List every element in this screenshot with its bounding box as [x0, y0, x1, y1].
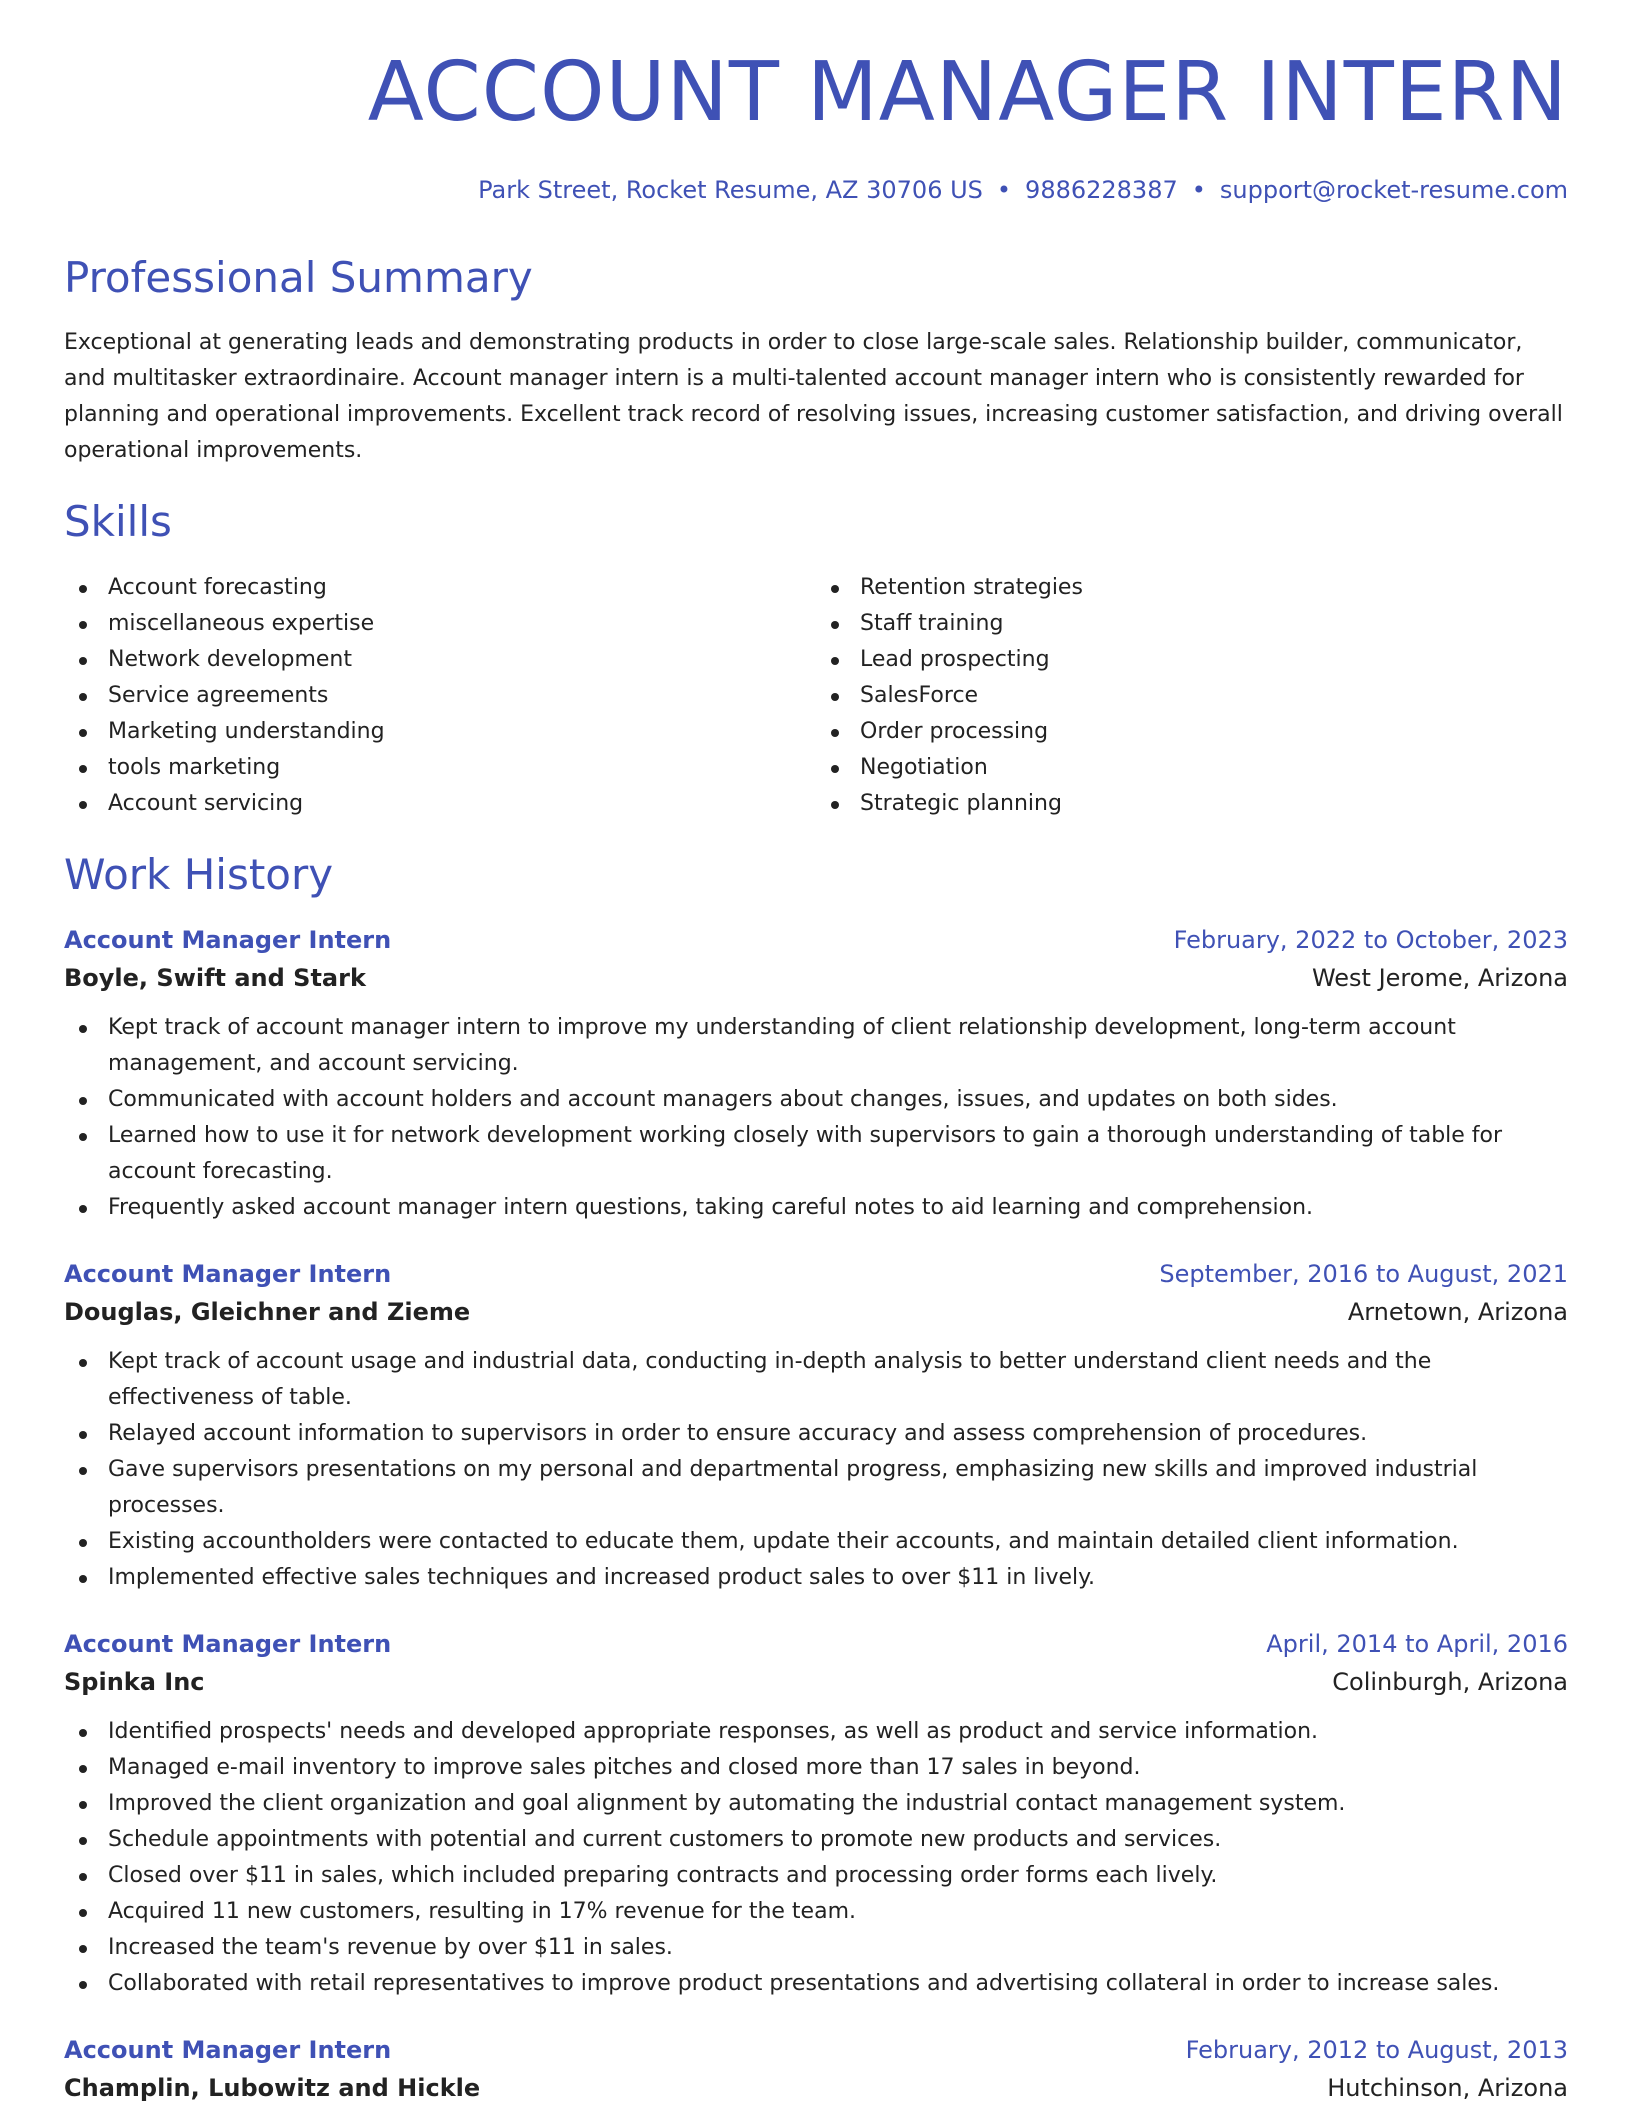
duty-item: Kept track of account manager intern to improve my understanding of client relationship development, long-term account management, and account servicing. [64, 1010, 1568, 1082]
company-name: Boyle, Swift and Stark [64, 963, 366, 992]
duty-item: Learned how to use it for network development working closely with supervisors to gain a thorough understanding of table for account forecasting. [64, 1118, 1568, 1190]
skill-item: Strategic planning [816, 786, 1568, 822]
address-text: Park Street, Rocket Resume, AZ 30706 US [478, 176, 983, 204]
job-title: Account Manager Intern [64, 2035, 392, 2064]
job-duties [64, 1010, 1568, 1226]
duty-item: Kept track of account usage and industrial data, conducting in-depth analysis to better understand client needs and the effectiveness of table. [64, 1344, 1568, 1416]
contact-line [64, 176, 1568, 205]
skill-item: Order processing [816, 714, 1568, 750]
skills-column-left [64, 570, 816, 822]
skill-item: Service agreements [64, 678, 816, 714]
job-entry [64, 2032, 1568, 2108]
skill-item: Lead prospecting [816, 642, 1568, 678]
duty-item: Managed e-mail inventory to improve sales pitches and closed more than 17 sales in beyond. [64, 1750, 1568, 1786]
contact-separator: • [1191, 176, 1206, 204]
job-dates: April, 2014 to April, 2016 [1266, 1629, 1568, 1658]
phone-text: 9886228387 [1025, 176, 1178, 204]
candidate-name: ACCOUNT MANAGER INTERN [367, 45, 1568, 140]
job-title: Account Manager Intern [64, 1259, 392, 1288]
duty-item: Communicated with account holders and account managers about changes, issues, and updates on both sides. [64, 1082, 1568, 1118]
duty-item: Acquired 11 new customers, resulting in 17% revenue for the team. [64, 1894, 1568, 1930]
work-history-list [64, 922, 1568, 2108]
job-duties [64, 1344, 1568, 1596]
skill-item: Staff training [816, 606, 1568, 642]
skills-list [64, 570, 1568, 822]
skill-item: Retention strategies [816, 570, 1568, 606]
summary-text: Exceptional at generating leads and demonstrating products in order to close large-scale sales. Relationship builder, communicator, and multitasker extraordinaire. Account manager intern is a multi-talented account manager intern who is consistently rewarded for planning and operational improvements. Excellent track record of resolving issues, increasing customer satisfaction, and driving overall operational improvements. [64, 330, 1563, 464]
skill-item: tools marketing [64, 750, 816, 786]
job-location: West Jerome, Arizona [1311, 963, 1568, 992]
duty-item: Collaborated with retail representatives to improve product presentations and advertising collateral in order to increase sales. [64, 1966, 1568, 2002]
duty-item: Frequently asked account manager intern questions, taking careful notes to aid learning and comprehension. [64, 1190, 1568, 1226]
skills-column-right [816, 570, 1568, 822]
skill-item: SalesForce [816, 678, 1568, 714]
duty-item: Relayed account information to supervisors in order to ensure accuracy and assess comprehension of procedures. [64, 1416, 1568, 1452]
duty-item: Identified prospects' needs and developed appropriate responses, as well as product and service information. [64, 1714, 1568, 1750]
job-duties [64, 1714, 1568, 2002]
contact-separator: • [996, 176, 1012, 204]
job-dates: September, 2016 to August, 2021 [1159, 1259, 1568, 1288]
duty-item: Gave supervisors presentations on my personal and departmental progress, emphasizing new skills and improved industrial processes. [64, 1452, 1568, 1524]
duty-item: Increased the team's revenue by over $11 in sales. [64, 1930, 1568, 1966]
duty-item: Improved the client organization and goal alignment by automating the industrial contact management system. [64, 1786, 1568, 1822]
skill-item: Negotiation [816, 750, 1568, 786]
job-location: Hutchinson, Arizona [1327, 2073, 1568, 2102]
job-location: Arnetown, Arizona [1347, 1297, 1568, 1326]
job-location: Colinburgh, Arizona [1332, 1667, 1568, 1696]
job-title: Account Manager Intern [64, 925, 392, 954]
resume-header [64, 0, 1568, 205]
job-title: Account Manager Intern [64, 1629, 392, 1658]
skill-item: Account forecasting [64, 570, 816, 606]
company-name: Spinka Inc [64, 1667, 205, 1696]
job-dates: February, 2012 to August, 2013 [1185, 2035, 1568, 2064]
summary-heading: Professional Summary [64, 252, 533, 302]
skill-item: Account servicing [64, 786, 816, 822]
skill-item: Marketing understanding [64, 714, 816, 750]
duty-item: Existing accountholders were contacted to educate them, update their accounts, and maintain detailed client information. [64, 1524, 1568, 1560]
company-name: Champlin, Lubowitz and Hickle [64, 2073, 481, 2102]
skill-item: Network development [64, 642, 816, 678]
email-link[interactable]: support@rocket-resume.com [1219, 176, 1568, 204]
duty-item: Schedule appointments with potential and current customers to promote new products and services. [64, 1822, 1568, 1858]
skills-heading: Skills [64, 497, 172, 547]
job-entry [64, 1626, 1568, 2002]
job-entry [64, 922, 1568, 1226]
job-entry [64, 1256, 1568, 1596]
duty-item: Implemented effective sales techniques and increased product sales to over $11 in lively. [64, 1560, 1568, 1596]
job-dates: February, 2022 to October, 2023 [1173, 925, 1568, 954]
work-history-heading: Work History [64, 849, 334, 899]
company-name: Douglas, Gleichner and Zieme [64, 1297, 471, 1326]
skill-item: miscellaneous expertise [64, 606, 816, 642]
duty-item: Closed over $11 in sales, which included preparing contracts and processing order forms each lively. [64, 1858, 1568, 1894]
